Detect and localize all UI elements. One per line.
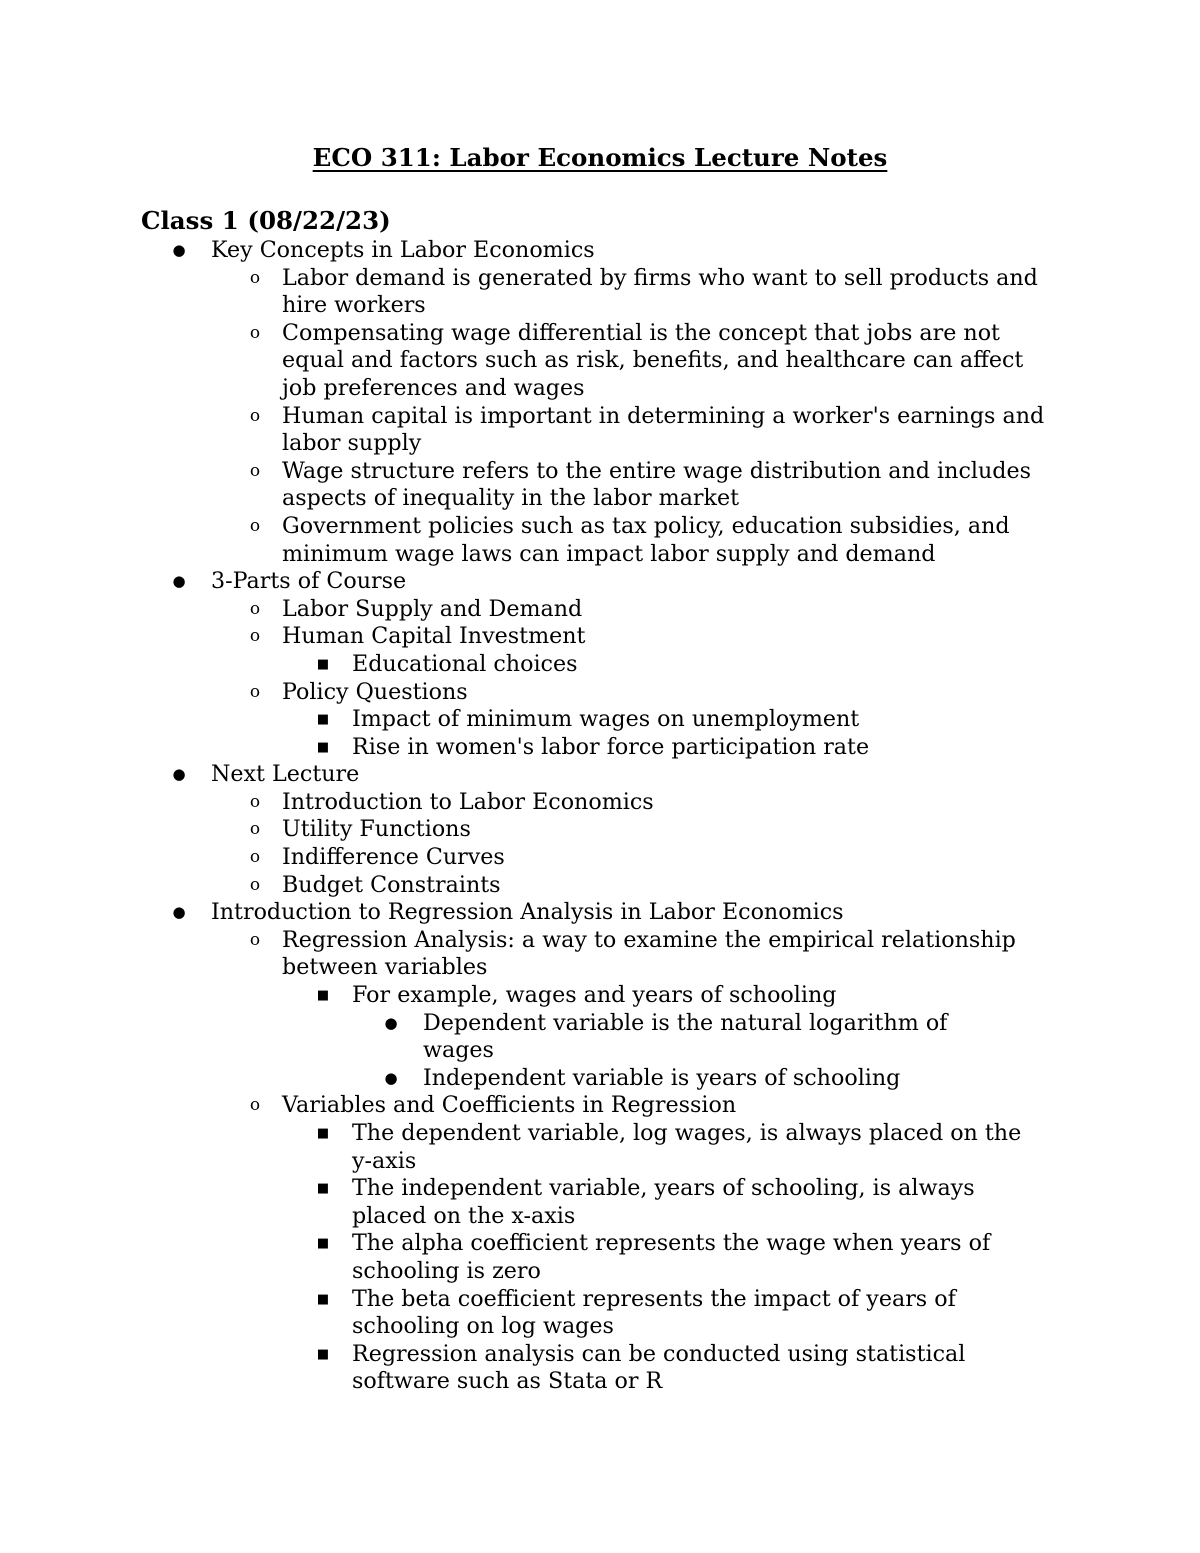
bullet-marker-icon: o [249, 929, 261, 950]
bullet-marker-icon: ■ [316, 656, 330, 672]
outline-item-level-1 [0, 568, 1200, 596]
outline-item-level-2 [0, 320, 1200, 403]
outline-item-text: Labor Supply and Demand [282, 595, 583, 622]
bullet-marker-icon: ● [172, 903, 186, 922]
outline-item-level-2 [0, 927, 1200, 982]
outline-item-level-1 [0, 761, 1200, 789]
class-heading: Class 1 (08/22/23) [141, 206, 391, 235]
outline-item-level-3 [0, 1175, 1200, 1230]
outline-item-level-2 [0, 872, 1200, 900]
bullet-marker-icon: ● [384, 1013, 398, 1032]
outline-item-text: Budget Constraints [282, 871, 501, 898]
outline-item-text: Key Concepts in Labor Economics [211, 237, 595, 263]
outline-item-text: Rise in women's labor force participation rate [352, 733, 870, 760]
bullet-marker-icon: ■ [316, 739, 330, 755]
document-title: ECO 311: Labor Economics Lecture Notes [312, 143, 888, 172]
outline-item-level-2 [0, 403, 1200, 458]
bullet-marker-icon: ● [172, 572, 186, 591]
bullet-marker-icon: ■ [316, 988, 330, 1004]
bullet-marker-icon: ● [384, 1068, 398, 1087]
outline-item-text: Regression Analysis: a way to examine the empirical relationship between variables [282, 926, 1016, 981]
outline-item-level-2 [0, 513, 1200, 568]
bullet-marker-icon: o [249, 405, 261, 426]
outline-item-level-3 [0, 1120, 1200, 1175]
outline-item-level-2 [0, 816, 1200, 844]
outline-item-level-3 [0, 651, 1200, 679]
outline-item-level-1 [0, 899, 1200, 927]
bullet-marker-icon: ■ [316, 1291, 330, 1307]
bullet-marker-icon: ■ [316, 1126, 330, 1141]
outline-item-text: Educational choices [352, 650, 578, 677]
outline-item-text: Introduction to Regression Analysis in Labor Economics [211, 899, 844, 926]
outline-item-text: Labor demand is generated by firms who want to sell products and hire workers [282, 264, 1038, 319]
bullet-marker-icon: o [249, 681, 261, 702]
outline-item-text: Government policies such as tax policy, education subsidies, and minimum wage laws can impact labor supply and demand [282, 512, 1010, 567]
bullet-marker-icon: ■ [316, 1346, 330, 1362]
outline-item-text: 3-Parts of Course [211, 568, 407, 595]
outline-item-text: Impact of minimum wages on unemployment [352, 706, 860, 733]
outline-item-text: Human capital is important in determining a worker's earnings and labor supply [282, 402, 1045, 457]
bullet-marker-icon: o [249, 819, 261, 840]
outline-item-level-4 [0, 1065, 1200, 1093]
outline-item-text: The beta coefficient represents the impact of years of schooling on log wages [352, 1285, 956, 1340]
outline-item-level-1 [0, 237, 1200, 265]
outline-item-text: Utility Functions [282, 816, 471, 843]
outline-item-level-4 [0, 1010, 1200, 1065]
bullet-marker-icon: o [249, 626, 261, 647]
bullet-marker-icon: o [249, 322, 261, 343]
outline-item-text: The dependent variable, log wages, is always placed on the y-axis [352, 1120, 1022, 1174]
outline-item-text: For example, wages and years of schooling [352, 982, 837, 1009]
outline-item-text: Variables and Coefficients in Regression [282, 1092, 737, 1119]
outline-item-level-3 [0, 706, 1200, 734]
outline-item-text: Regression analysis can be conducted using statistical software such as Stata or R [352, 1340, 966, 1395]
bullet-marker-icon: ■ [316, 712, 330, 728]
lecture-outline [0, 237, 1200, 1396]
outline-item-level-2 [0, 844, 1200, 872]
outline-item-level-2 [0, 458, 1200, 513]
bullet-marker-icon: o [249, 460, 261, 481]
outline-item-level-3 [0, 734, 1200, 762]
outline-item-level-2 [0, 265, 1200, 320]
outline-item-level-3 [0, 1341, 1200, 1396]
bullet-marker-icon: o [249, 515, 261, 536]
outline-item-level-3 [0, 1286, 1200, 1341]
bullet-marker-icon: o [249, 598, 261, 619]
outline-item-level-2 [0, 1092, 1200, 1120]
outline-item-text: Introduction to Labor Economics [282, 788, 654, 815]
outline-item-text: Wage structure refers to the entire wage distribution and includes aspects of inequality in the labor market [282, 457, 1031, 512]
outline-item-text: The independent variable, years of schooling, is always placed on the x-axis [352, 1175, 975, 1229]
bullet-marker-icon: o [249, 267, 261, 288]
bullet-marker-icon: o [249, 847, 261, 868]
outline-item-level-2 [0, 596, 1200, 624]
outline-item-text: Policy Questions [282, 678, 468, 705]
bullet-marker-icon: o [249, 874, 261, 895]
outline-item-level-3 [0, 982, 1200, 1010]
outline-item-level-2 [0, 679, 1200, 707]
outline-item-text: The alpha coefficient represents the wage when years of schooling is zero [352, 1230, 991, 1284]
bullet-marker-icon: ● [172, 765, 186, 784]
outline-item-text: Independent variable is years of schooling [423, 1064, 901, 1091]
outline-item-level-2 [0, 789, 1200, 817]
outline-item-level-3 [0, 1230, 1200, 1285]
bullet-marker-icon: o [249, 791, 261, 812]
outline-item-text: Next Lecture [211, 761, 360, 788]
outline-item-text: Human Capital Investment [282, 623, 586, 650]
outline-item-text: Indifference Curves [282, 844, 505, 871]
bullet-marker-icon: ■ [316, 1236, 330, 1252]
bullet-marker-icon: ● [172, 241, 186, 259]
outline-item-level-2 [0, 623, 1200, 651]
outline-item-text: Dependent variable is the natural logarithm of wages [423, 1009, 948, 1064]
bullet-marker-icon: ■ [316, 1181, 330, 1197]
outline-item-text: Compensating wage differential is the concept that jobs are not equal and factors such as risk, benefits, and healthcare can affect job preferences and wages [282, 319, 1024, 401]
bullet-marker-icon: o [249, 1095, 261, 1116]
